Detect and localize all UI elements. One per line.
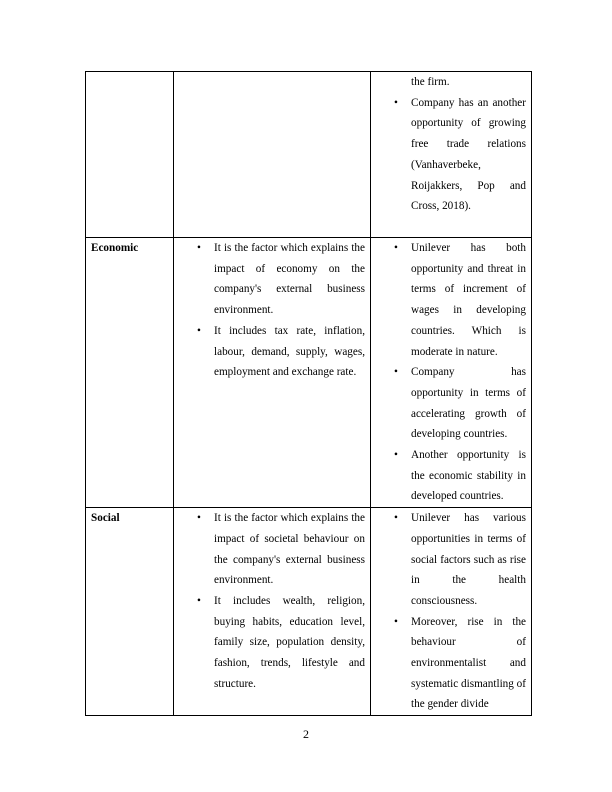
description-list-economic xyxy=(179,238,365,383)
description-item: • It is the factor which explains the impact of societal behaviour on the company's external business environment. xyxy=(179,508,365,591)
analysis-continuation-text: the firm. xyxy=(411,76,450,88)
analysis-list-political xyxy=(376,93,526,217)
analysis-list-social xyxy=(376,508,526,715)
analysis-item: • Moreover, rise in the behaviour of environmentalist and systematic dismantling of the gender divide xyxy=(376,612,526,716)
factor-cell-social xyxy=(86,508,174,716)
factor-label-economic: Economic xyxy=(91,242,139,254)
analysis-item: • Company has an another opportunity of growing free trade relations (Vanhaverbeke, Roijakkers, Pop and Cross, 2018). xyxy=(376,93,526,217)
page-number: 2 xyxy=(303,727,309,741)
analysis-cell-social xyxy=(371,508,532,716)
factor-label-social: Social xyxy=(91,512,120,525)
description-list-social xyxy=(179,508,365,694)
analysis-cell-political xyxy=(371,72,532,238)
analysis-list-economic xyxy=(376,238,526,507)
description-cell-economic xyxy=(174,238,371,508)
analysis-cell-economic xyxy=(371,238,532,508)
description-cell-social xyxy=(174,508,371,716)
analysis-item: • Another opportunity is the economic stability in developed countries. xyxy=(376,445,526,507)
table-row-political-continued xyxy=(86,72,532,238)
description-cell-empty xyxy=(174,72,371,238)
description-item: • It includes wealth, religion, buying habits, education level, family size, population density, fashion, trends, lifestyle and structure. xyxy=(179,591,365,695)
analysis-item: • Company has opportunity in terms of accelerating growth of developing countries. xyxy=(376,362,526,445)
description-item: • It is the factor which explains the impact of economy on the company's external business environment. xyxy=(179,238,365,321)
table-row-economic xyxy=(86,238,532,508)
analysis-item: • Unilever has both opportunity and threat in terms of increment of wages in developing countries. Which is moderate in nature. xyxy=(376,238,526,362)
factor-cell-economic xyxy=(86,238,174,508)
table-row-social xyxy=(86,508,532,716)
factor-cell-empty xyxy=(86,72,174,238)
pestle-analysis-table xyxy=(85,71,532,716)
analysis-item: • Unilever has various opportunities in terms of social factors such as rise in the health consciousness. xyxy=(376,508,526,612)
description-item: • It includes tax rate, inflation, labour, demand, supply, wages, employment and exchange rate. xyxy=(179,321,365,383)
